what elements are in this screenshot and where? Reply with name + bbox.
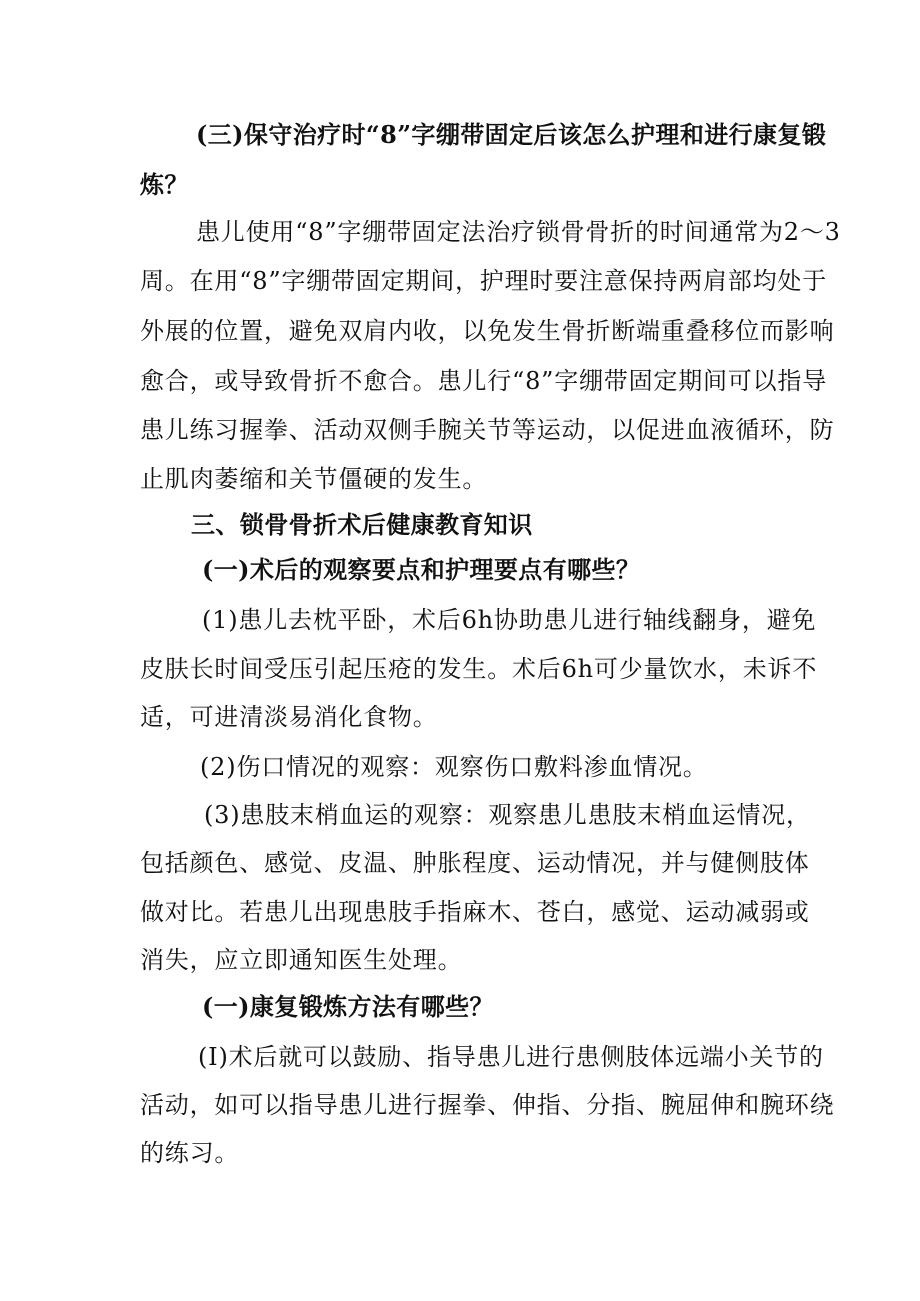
subsection-heading-rehab: (一)康复锻炼方法有哪些？ — [202, 992, 494, 1021]
section-title-postop-education: 三、锁骨骨折术后健康教育知识 — [191, 510, 533, 539]
list-item-line: 活动，如可以指导患儿进行握拳、伸指、分指、腕屈伸和腕环绕 — [140, 1091, 835, 1119]
paragraph-line: 患儿练习握拳、活动双侧手腕关节等运动，以促进血液循环，防 — [140, 416, 835, 444]
section-heading-conservative-care-cont: 炼？ — [140, 170, 189, 199]
section-heading-conservative-care: (三)保守治疗时“8”字绷带固定后该怎么护理和进行康复锻 — [196, 120, 827, 149]
paragraph-line: 患儿使用“8”字绷带固定法治疗锁骨骨折的时间通常为2～3 — [196, 218, 841, 246]
paragraph-line: 止肌肉萎缩和关节僵硬的发生。 — [140, 465, 488, 493]
list-item-line: 包括颜色、感觉、皮温、肿胀程度、运动情况，并与健侧肢体 — [140, 849, 810, 877]
list-item-line: 的练习。 — [140, 1139, 240, 1167]
list-item-line: 皮肤长时间受压引起压疮的发生。术后6h可少量饮水，未诉不 — [140, 655, 818, 683]
subsection-heading-observation: (一)术后的观察要点和护理要点有哪些？ — [202, 555, 641, 584]
paragraph-line: 外展的位置，避免双肩内收，以免发生骨折断端重叠移位而影响 — [140, 317, 835, 345]
list-item-line: (I)术后就可以鼓励、指导患儿进行患侧肢体远端小关节的 — [198, 1043, 824, 1071]
paragraph-line: 愈合，或导致骨折不愈合。患儿行“8”字绷带固定期间可以指导 — [140, 367, 828, 395]
paragraph-line: 周。在用“8”字绷带固定期间，护理时要注意保持两肩部均处于 — [140, 267, 828, 295]
list-item-wound-observation: (2)伤口情况的观察：观察伤口敷料渗血情况。 — [200, 753, 708, 781]
list-item-line: (1)患儿去枕平卧，术后6h协助患儿进行轴线翻身，避免 — [202, 606, 817, 634]
list-item-line: (3)患肢末梢血运的观察：观察患儿患肢末梢血运情况， — [204, 801, 811, 829]
list-item-line: 消失，应立即通知医生处理。 — [140, 946, 463, 974]
list-item-line: 做对比。若患儿出现患肢手指麻木、苍白，感觉、运动减弱或 — [140, 898, 810, 926]
list-item-line: 适，可进清淡易消化食物。 — [140, 703, 438, 731]
